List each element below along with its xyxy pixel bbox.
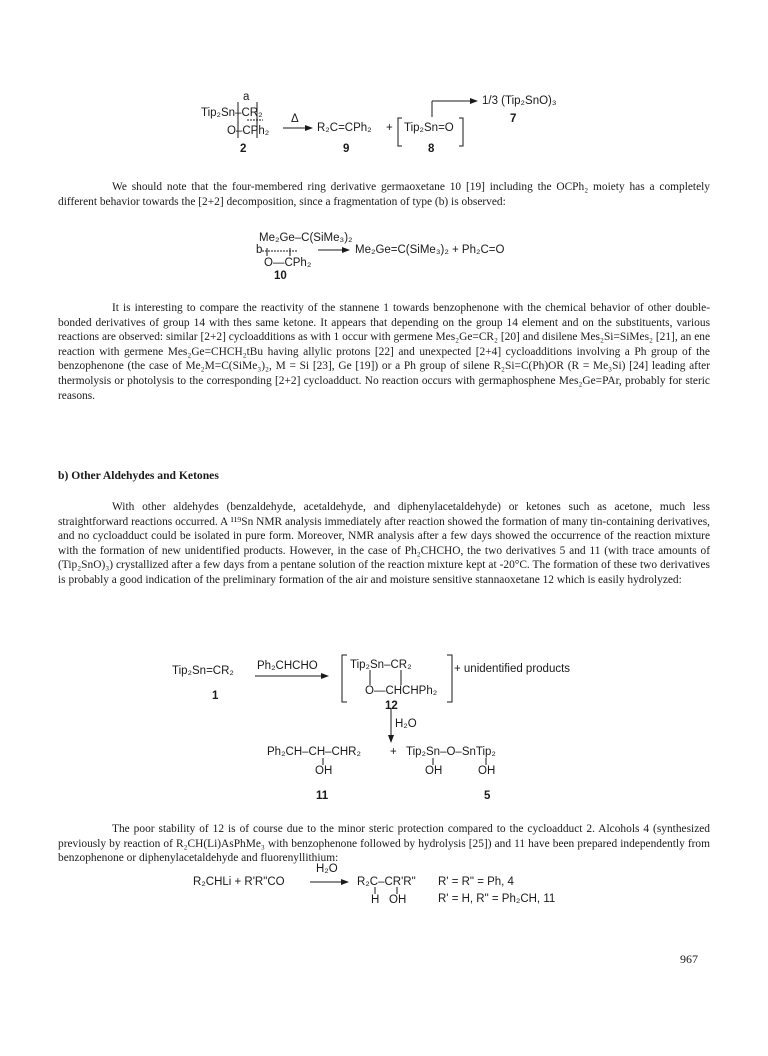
compound-number: 10 xyxy=(274,270,287,282)
compound-number: 1 xyxy=(212,690,219,702)
scheme1-reactant: Tip₂Sn–CR₂ xyxy=(201,107,263,119)
scheme2-label-b: b xyxy=(256,244,263,256)
scheme4-product-h: H xyxy=(371,894,380,906)
scheme2-top: Me₂Ge–C(SiMe₃)₂ xyxy=(259,232,353,244)
scheme1-reactant-bottom: O–CPh₂ xyxy=(227,125,270,137)
paragraph: We should note that the four-membered ring derivative germaoxetane 10 [19] including the OCPh₂ moiety has a completely different behavior towards the [2+2] decomposition, since a fragmentation of type (b) is observed: xyxy=(58,181,710,208)
scheme3-distannoxane-oh: OH xyxy=(425,765,443,777)
plus-sign: + xyxy=(386,122,393,134)
scheme1-label-a: a xyxy=(243,91,250,103)
scheme3-water: H₂O xyxy=(395,718,417,730)
scheme3-distannoxane-oh: OH xyxy=(478,765,496,777)
scheme3-ring-bottom: O—CHCHPh₂ xyxy=(365,685,438,697)
scheme4-arrowhead xyxy=(341,879,349,885)
scheme4-condition-1: R' = R" = Ph, 4 xyxy=(438,876,514,888)
compound-number: 5 xyxy=(484,790,491,802)
scheme1-stannanone: Tip₂Sn=O xyxy=(404,122,454,134)
page-number: 967 xyxy=(680,952,698,966)
scheme1-alkene: R₂C=CPh₂ xyxy=(317,122,372,134)
scheme1-trimer: 1/3 (Tip₂SnO)₃ xyxy=(482,95,557,107)
paragraph: It is interesting to compare the reactivity of the stannene 1 towards benzophenone with the chemical behavior of other double-bonded derivatives of group 14 with thes same ketone. It appears that depending on the group 14 element and on the substituents, various reactions are observed: similar [2+2] cycloadditions as with 1 occur with germene Mes₂Ge=CR₂ [20] and disilene Mes₂Si=SiMes₂ [21], an ene reaction with germene Mes₂Ge=CHCH₂tBu having allylic protons [22] and unexpected [2+4] cycloadditions involving a Ph group of the benzophenone (the case of Me₂M=C(SiMe₃)₂, M = Si [23], Ge [19]) or a Ph group of silene R₂Si=C(Ph)OR (R = Me₃Si) [24] leading after thermolysis or photolysis to the corresponding [2+2] cycloadduct. No reaction occurs with germaphosphene Mes₂Ge=PAr, probably for steric reasons. xyxy=(58,302,710,402)
scheme2-products: Me₂Ge=C(SiMe₃)₂ + Ph₂C=O xyxy=(355,244,505,256)
scheme3-ring-top: Tip₂Sn–CR₂ xyxy=(350,659,412,671)
scheme4-condition-2: R' = H, R" = Ph₂CH, 11 xyxy=(438,893,556,905)
scheme3-distannoxane: Tip₂Sn–O–SnTip₂ xyxy=(406,746,496,758)
paragraph: With other aldehydes (benzaldehyde, acetaldehyde, and diphenylacetaldehyde) or ketones such as acetone, much less straightforward reactions occurred. A ¹¹⁹Sn NMR analysis immediately after reaction showed the formation of many tin-containing derivatives, and no cycloadduct could be isolated in pure form. Moreover, NMR analysis after a few days showed the occurrence of the reaction mixture with the formation of new unidentified products. However, in the case of Ph₂CHCHO, the two derivatives 5 and 11 (with trace amounts of (Tip₂SnO)₃) crystallized after a few days from a pentane solution of the reaction mixture kept at -20°C. The formation of these two derivatives is probably a good indication of the preliminary formation of the air and moisture sensitive stannaoxetane 12 which is easily hydrolyzed: xyxy=(58,501,710,586)
scheme2-bottom: O—CPh₂ xyxy=(264,257,312,269)
scheme4-reactants: R₂CHLi + R'R"CO xyxy=(193,876,285,888)
compound-number: 2 xyxy=(240,143,247,155)
compound-number: 8 xyxy=(428,143,435,155)
scheme3-unidentified: + unidentified products xyxy=(454,663,571,675)
scheme4-product: R₂C–CR'R" xyxy=(357,876,416,888)
compound-number: 11 xyxy=(316,790,329,802)
heat-symbol: Δ xyxy=(291,113,299,125)
plus-sign: + xyxy=(390,746,397,758)
scheme4-product-oh: OH xyxy=(389,894,407,906)
scheme3-reagent: Ph₂CHCHO xyxy=(257,660,318,672)
scheme3-alcohol-oh: OH xyxy=(315,765,333,777)
compound-number: 9 xyxy=(343,143,350,155)
scheme4-water: H₂O xyxy=(316,863,338,875)
paragraph: The poor stability of 12 is of course due to the minor steric protection compared to the cycloadduct 2. Alcohols 4 (synthesized previously by reaction of R₂CH(Li)AsPhMe₃ with benzophenone followed by hydrolysis [25]) and 11 have been prepared independently from benzophenone or diphenylacetaldehyde and fluorenyllithium: xyxy=(58,823,710,865)
compound-number: 7 xyxy=(510,113,517,125)
compound-number: 12 xyxy=(385,700,398,712)
scheme3-stannene: Tip₂Sn=CR₂ xyxy=(172,665,234,677)
section-heading: b) Other Aldehydes and Ketones xyxy=(58,469,219,482)
scheme3-alcohol: Ph₂CH–CH–CHR₂ xyxy=(267,746,361,758)
